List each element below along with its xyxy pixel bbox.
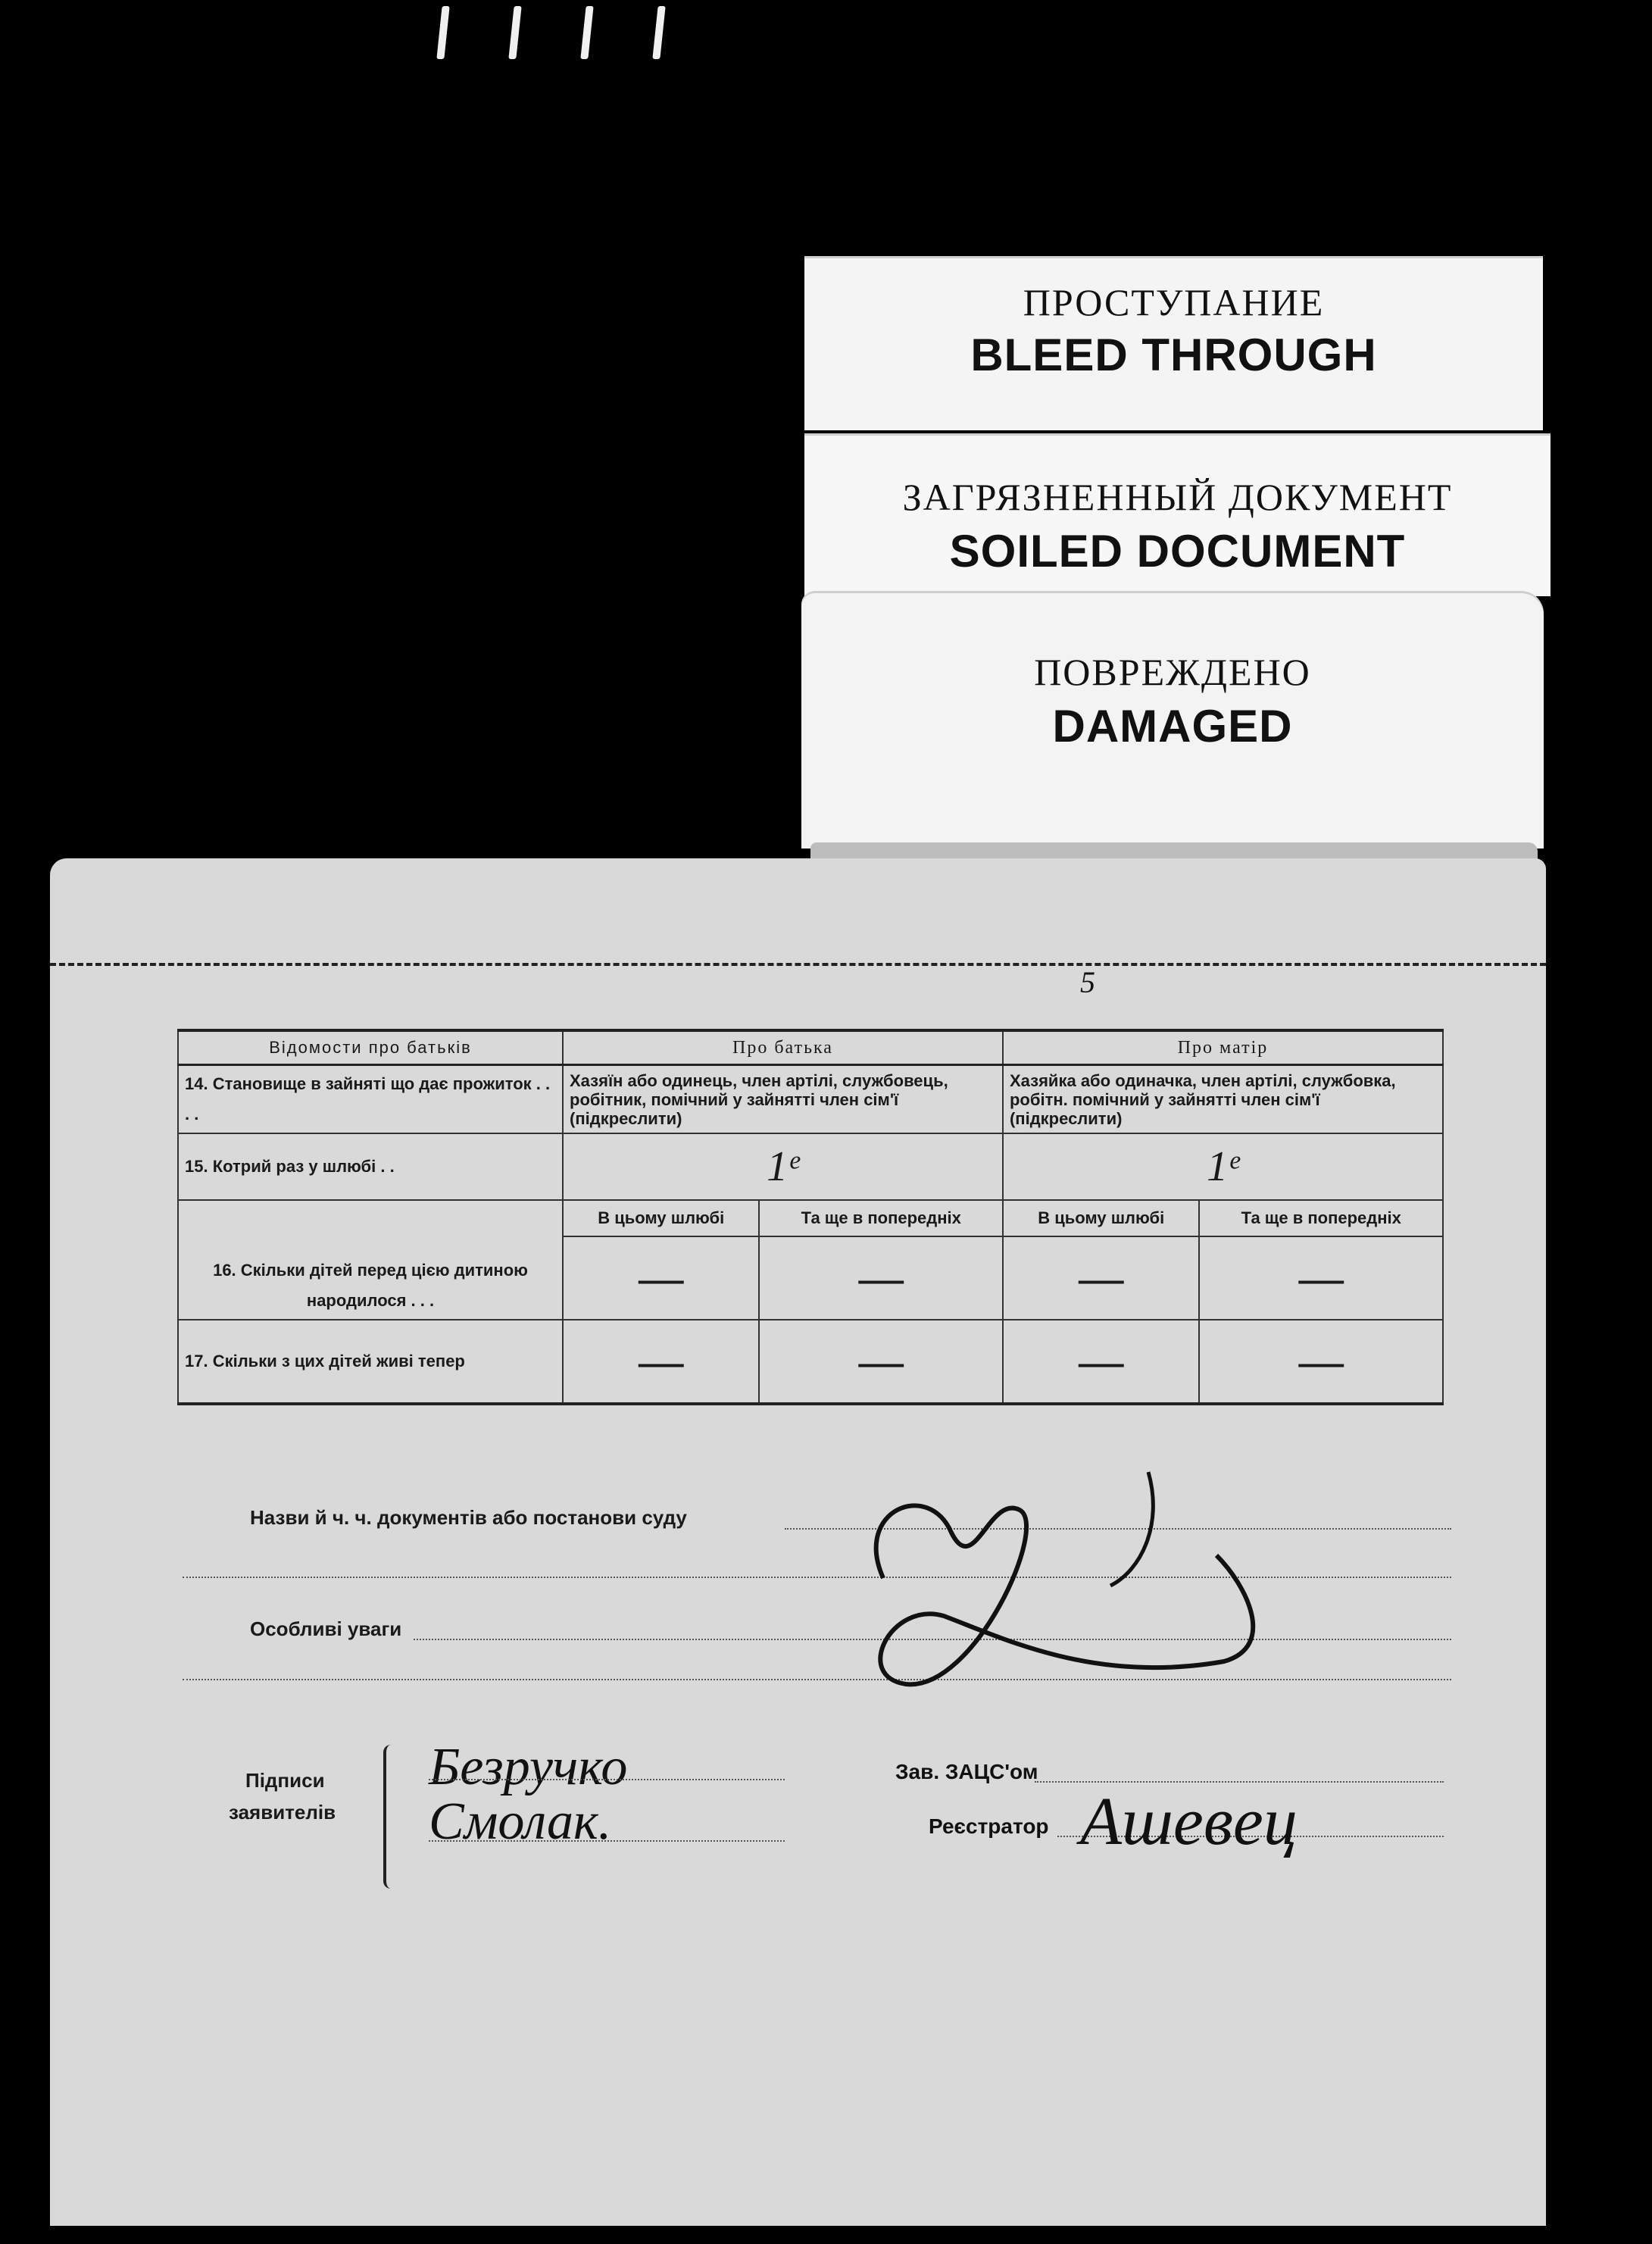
- row17-v3: —: [1003, 1320, 1199, 1404]
- signature-line-2: [429, 1840, 785, 1842]
- row14-label: 14. Становище в зайняті що дає прожиток . . . .: [178, 1065, 563, 1134]
- perforation-line: [50, 963, 1546, 966]
- card-ru-text: ЗАГРЯЗНЕННЫЙ ДОКУМЕНТ: [902, 476, 1453, 518]
- row14-father: Хазяїн або одинець, член артілі, службовець, робітник, помічний у зайнятті член сім'ї (підкреслити): [563, 1065, 1003, 1134]
- damaged-label-card: [801, 591, 1544, 849]
- card-en-text: SOILED DOCUMENT: [949, 526, 1406, 577]
- notes-label: Особливі уваги: [250, 1617, 402, 1640]
- header-father: Про батька: [563, 1030, 1003, 1065]
- card-ru-text: ПРОСТУПАНИЕ: [1023, 281, 1325, 323]
- card-en-text: BLEED THROUGH: [970, 330, 1377, 380]
- row17-v4: —: [1199, 1320, 1443, 1404]
- row15-label: 15. Котрий раз у шлюбі . .: [178, 1133, 563, 1200]
- row16-v2: —: [759, 1236, 1003, 1320]
- applicant-signature-2: Смолак.: [429, 1792, 612, 1851]
- film-frame-marks: [424, 6, 682, 67]
- registrar-signature: Ашевец: [1080, 1784, 1298, 1859]
- sub-previous-father: Та ще в попередніх: [759, 1200, 1003, 1236]
- registration-form-page: [50, 858, 1546, 2226]
- row17-v1: —: [563, 1320, 759, 1404]
- applicant-signature-1: Безручко: [429, 1738, 628, 1796]
- soiled-document-label-card: [804, 433, 1551, 596]
- header-mother: Про матір: [1003, 1030, 1443, 1065]
- row17-label: 17. Скільки з цих дітей живі тепер: [178, 1320, 563, 1404]
- bleed-through-label-card: [804, 256, 1543, 430]
- row16-label: 16. Скільки дітей перед цією дитиною народилося . . .: [178, 1200, 563, 1320]
- documents-label: Назви й ч. ч. документів або постанови суду: [250, 1506, 687, 1529]
- signature-brace: [383, 1745, 401, 1889]
- signatures-label-2: заявителів: [229, 1801, 336, 1824]
- signature-line-1: [429, 1779, 785, 1780]
- row14-mother: Хазяйка або одиначка, член артілі, службовка, робітн. помічний у зайнятті член сім'ї (підкреслити): [1003, 1065, 1443, 1134]
- header-info: Відомости про батьків: [178, 1030, 563, 1065]
- registrar-label: Реєстратор: [929, 1814, 1049, 1838]
- row16-v1: —: [563, 1236, 759, 1320]
- row16-v4: —: [1199, 1236, 1443, 1320]
- page-mark: 5: [1080, 965, 1095, 999]
- head-label: Зав. ЗАЦС'ом: [895, 1760, 1038, 1783]
- card-ru-text: ПОВРЕЖДЕНО: [1034, 651, 1311, 693]
- row15-mother: 1ᵉ: [1003, 1133, 1443, 1200]
- signatures-label-1: Підписи: [245, 1769, 325, 1792]
- row16-v3: —: [1003, 1236, 1199, 1320]
- card-en-text: DAMAGED: [1052, 701, 1293, 752]
- row15-father: 1ᵉ: [563, 1133, 1003, 1200]
- sub-this-marriage-mother: В цьому шлюбі: [1003, 1200, 1199, 1236]
- parents-info-table: [177, 1029, 1444, 1405]
- row17-v2: —: [759, 1320, 1003, 1404]
- crossed-out-scribble: [823, 1464, 1292, 1737]
- sub-previous-mother: Та ще в попередніх: [1199, 1200, 1443, 1236]
- sub-this-marriage-father: В цьому шлюбі: [563, 1200, 759, 1236]
